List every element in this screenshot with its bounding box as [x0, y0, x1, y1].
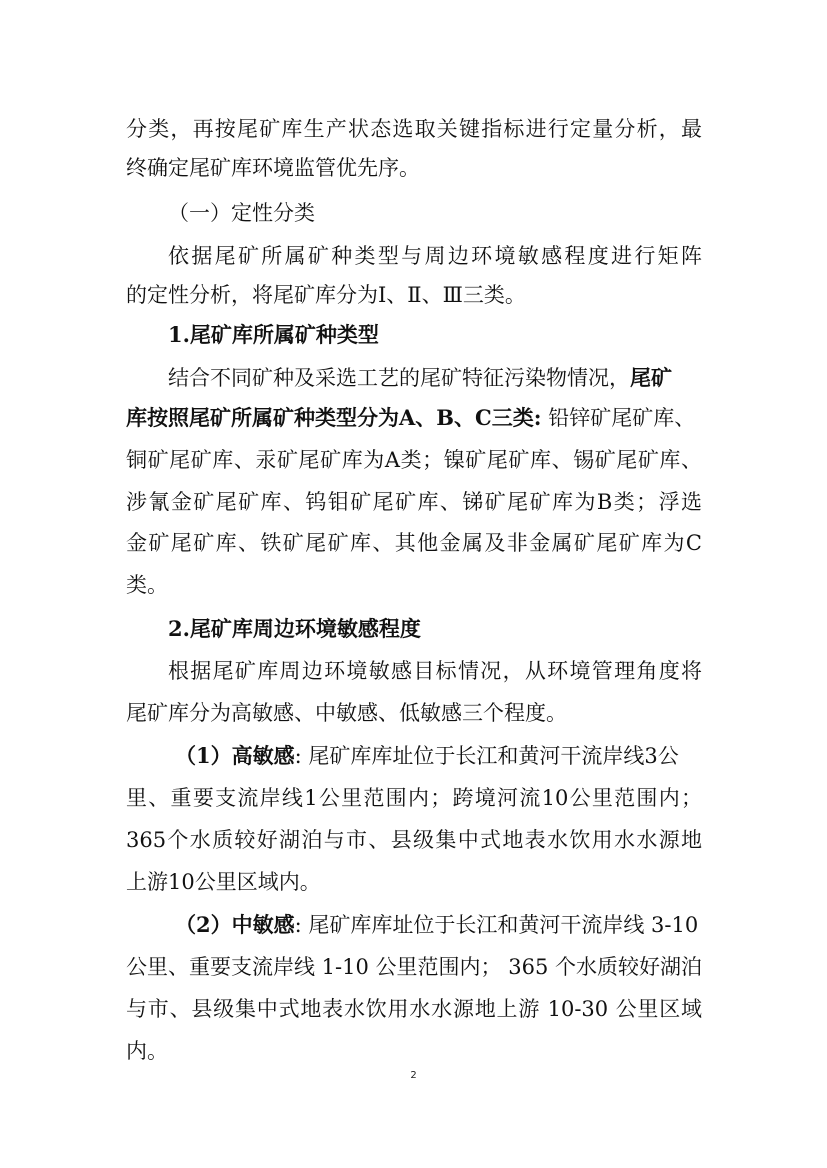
- paragraph-line: [126, 406, 702, 430]
- paragraph-line: 尾矿库分为高敏感、中敏感、低敏感三个程度。: [126, 701, 567, 725]
- paragraph-line: 365个水质较好湖泊与市、县级集中式地表水饮用水水源地: [126, 828, 702, 852]
- page-number: 2: [410, 1070, 417, 1081]
- paragraph-line: 上游10公里区域内。: [126, 870, 321, 894]
- paragraph-line: 终确定尾矿库环境监管优先序。: [126, 156, 420, 180]
- paragraph-text: 结合不同矿种及采选工艺的尾矿特征污染物情况，: [168, 366, 630, 390]
- paragraph-line: 的定性分析，将尾矿库分为Ⅰ、Ⅱ、Ⅲ三类。: [126, 283, 526, 307]
- paragraph-line: 内。: [126, 1039, 168, 1063]
- section-heading: （一）定性分类: [168, 201, 315, 225]
- paragraph-line: 与市、县级集中式地表水饮用水水源地上游 10-30 公里区域: [126, 997, 702, 1021]
- term-label: （1）高敏感: [175, 743, 295, 768]
- paragraph-line: 金矿尾矿库、铁矿尾矿库、其他金属及非金属矿尾矿库为C: [126, 531, 702, 555]
- subsection-heading: 1.尾矿库所属矿种类型: [168, 322, 379, 347]
- paragraph-line: 里、重要支流岸线1公里范围内；跨境河流10公里范围内；: [126, 786, 702, 810]
- paragraph-line: [175, 744, 702, 768]
- paragraph-line: [168, 366, 702, 390]
- subsection-heading: 2.尾矿库周边环境敏感程度: [168, 616, 421, 641]
- paragraph-line: [175, 913, 702, 937]
- paragraph-text: : 尾矿库库址位于长江和黄河干流岸线3公: [294, 744, 679, 768]
- emphasis-text: 尾矿: [630, 365, 672, 390]
- paragraph-line: 依据尾矿所属矿种类型与周边环境敏感程度进行矩阵: [168, 244, 702, 268]
- paragraph-line: 分类，再按尾矿库生产状态选取关键指标进行定量分析，最: [126, 117, 702, 141]
- paragraph-text: : 尾矿库库址位于长江和黄河干流岸线 3-10: [294, 913, 699, 937]
- paragraph-line: 涉氰金矿尾矿库、钨钼矿尾矿库、锑矿尾矿库为B类；浮选: [126, 490, 702, 514]
- emphasis-text: 库按照尾矿所属矿种类型分为A、B、C三类:: [126, 405, 542, 430]
- paragraph-line: 公里、重要支流岸线 1-10 公里范围内； 365 个水质较好湖泊: [126, 955, 702, 979]
- paragraph-line: 铜矿尾矿库、汞矿尾矿库为A类；镍矿尾矿库、锡矿尾矿库、: [126, 448, 702, 472]
- paragraph-line: 根据尾矿库周边环境敏感目标情况，从环境管理角度将: [168, 659, 702, 683]
- paragraph-line: 类。: [126, 573, 168, 597]
- term-label: （2）中敏感: [175, 912, 295, 937]
- paragraph-text: 铅锌矿尾矿库、: [541, 406, 696, 430]
